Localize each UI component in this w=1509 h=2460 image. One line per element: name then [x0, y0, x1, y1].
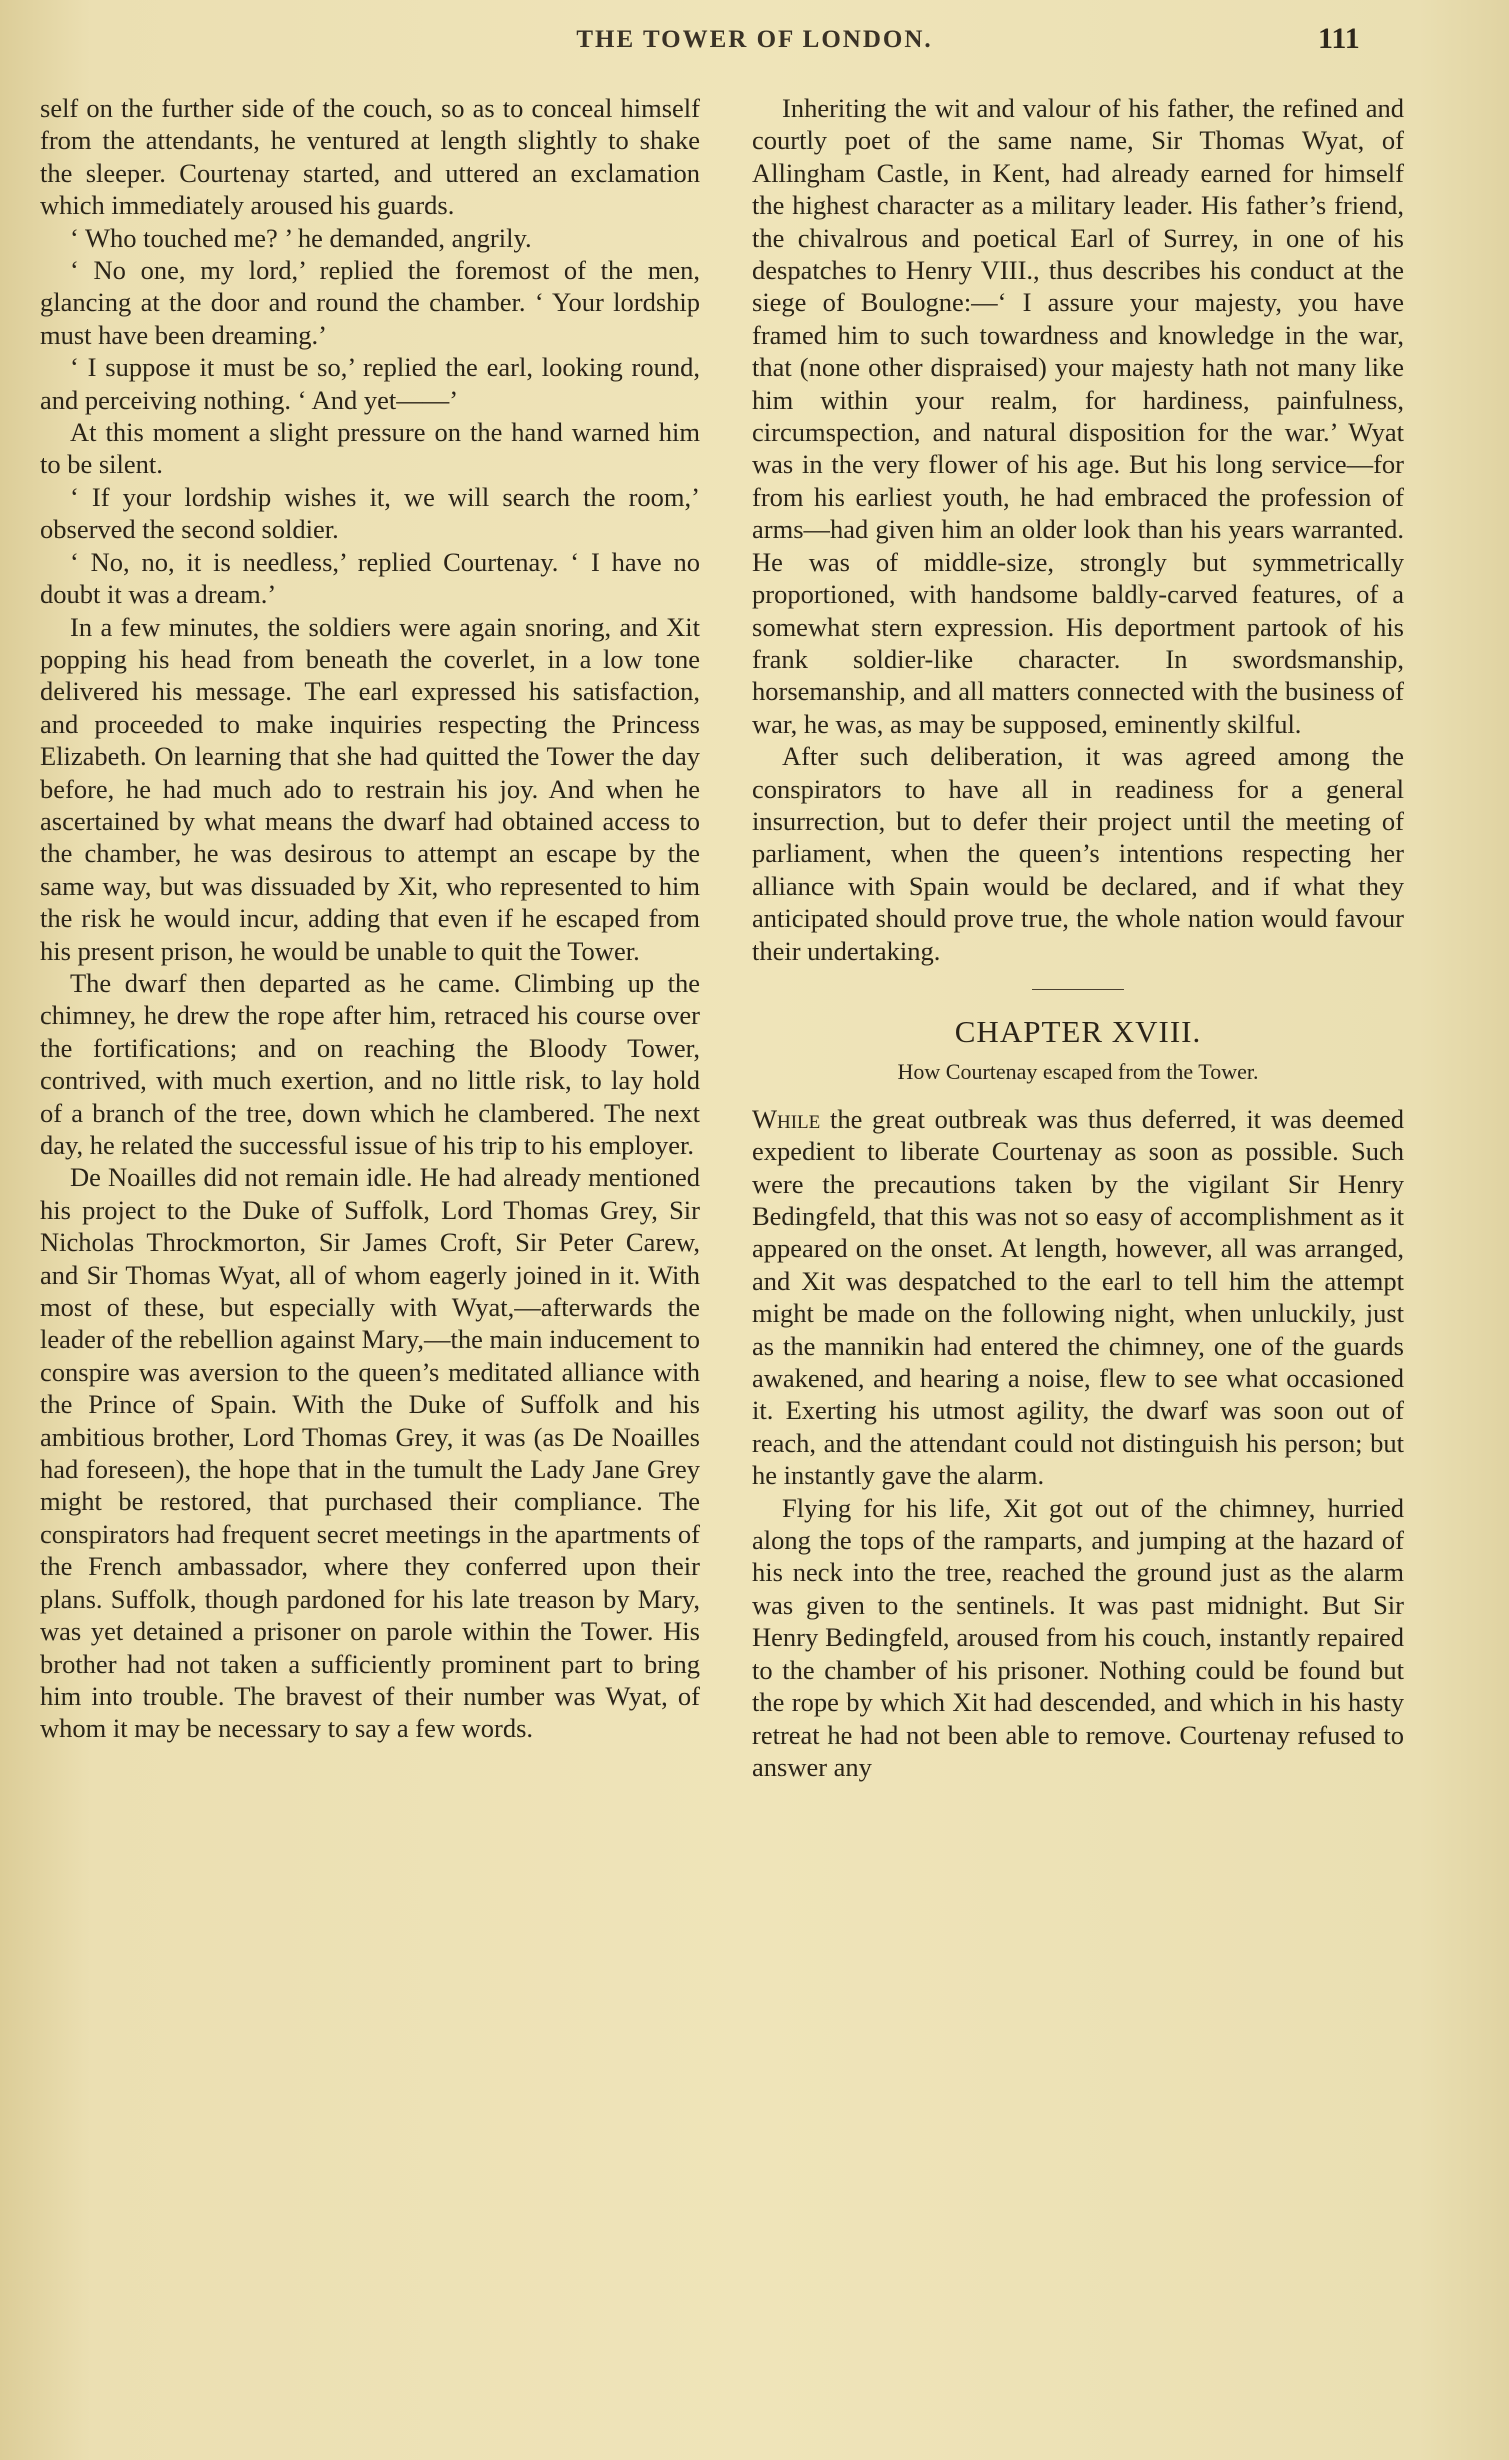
running-title: THE TOWER OF LONDON. — [576, 26, 933, 53]
paragraph: Inheriting the wit and valour of his father, the refined and courtly poet of the same name, Sir Thomas Wyat, of Allingham Castle, in Kent, had already earned for himself the highest character as a military leader. His father’s friend, the chivalrous and poetical Earl of Surrey, in one of his despatches to Henry VIII., thus describes his conduct at the siege of Boulogne:—‘ I assure your majesty, you have framed him to such towardness and knowledge in the war, that (none other dispraised) your majesty hath not many like him within your realm, for hardiness, painfulness, circumspection, and natural disposition for the war.’ Wyat was in the very flower of his age. But his long service—for from his earliest youth, he had embraced the profession of arms—had given him an older look than his years warranted. He was of middle-size, strongly but symmetrically proportioned, with handsome baldly-carved features, of a somewhat stern expression. His deportment partook of his frank soldier-like character. In swordsmanship, horsemanship, and all matters connected with the business of war, he was, as may be supposed, eminently skilful. — [752, 93, 1404, 739]
paragraph: The dwarf then departed as he came. Climbing up the chimney, he drew the rope after him, retraced his course over the fortifications; and on reaching the Bloody Tower, contrived, with much exertion, and no little risk, to lay hold of a branch of the tree, down which he clambered. The next day, he related the successful issue of his trip to his employer. — [40, 967, 700, 1160]
paragraph: ‘ No, no, it is needless,’ replied Courtenay. ‘ I have no doubt it was a dream.’ — [40, 546, 700, 610]
paragraph: ‘ Who touched me? ’ he demanded, angrily. — [70, 222, 532, 253]
chapter-first-word: While — [752, 1103, 821, 1134]
section-divider — [1032, 989, 1124, 990]
paragraph: Flying for his life, Xit got out of the chimney, hurried along the tops of the ramparts, and jumping at the hazard of his neck into the tree, reached the ground just as the alarm was given to the sentinels. It was past midnight. But Sir Henry Bedingfeld, aroused from his couch, instantly repaired to the chamber of his prisoner. Nothing could be found but the rope by which Xit had descended, and which in his hasty retreat he had not been able to remove. Courtenay refused to answer any — [752, 1492, 1404, 1782]
paragraph: ‘ No one, my lord,’ replied the foremost of the men, glancing at the door and round the chamber. ‘ Your lordship must have been dreaming.’ — [40, 255, 700, 350]
right-column — [752, 92, 1404, 2432]
chapter-first-paragraph-text: the great outbreak was thus deferred, it was deemed expedient to liberate Courtenay as soon as possible. Such were the precautions taken by the vigilant Sir Henry Bedingfeld, that this was not so easy of accomplishment as it appeared on the onset. At length, however, all was arranged, and Xit was despatched to the earl to tell him the attempt might be made on the following night, when unluckily, just as the mannikin had entered the chimney, one of the guards awakened, and hearing a noise, flew to see what occasioned it. Exerting his utmost agility, the dwarf was soon out of reach, and the attendant could not distinguish his person; but he instantly gave the alarm. — [752, 1103, 1404, 1491]
page-number: 111 — [1318, 22, 1360, 55]
chapter-first-paragraph — [752, 1103, 1404, 1492]
paragraph: ‘ If your lordship wishes it, we will search the room,’ observed the second soldier. — [40, 481, 700, 545]
paragraph: De Noailles did not remain idle. He had already mentioned his project to the Duke of Suffolk, Lord Thomas Grey, Sir Nicholas Throckmorton, Sir James Croft, Sir Peter Carew, and Sir Thomas Wyat, all of whom eagerly joined in it. With most of these, but especially with Wyat,—afterwards the leader of the rebellion against Mary,—the main inducement to conspire was aversion to the queen’s meditated alliance with the Prince of Spain. With the Duke of Suffolk and his ambitious brother, Lord Thomas Grey, it was (as De Noailles had foreseen), the hope that in the tumult the Lady Jane Grey might be restored, that purchased their compliance. The conspirators had frequent secret meetings in the apartments of the French ambassador, where they conferred upon their plans. Suffolk, though pardoned for his late treason by Mary, was yet detained a prisoner on parole within the Tower. His brother had not taken a sufficiently prominent part to bring him into trouble. The bravest of their number was Wyat, of whom it may be necessary to say a few words. — [40, 1162, 700, 1744]
paragraph: self on the further side of the couch, so as to conceal himself from the attendants, he ventured at length slightly to shake the sleeper. Courtenay started, and uttered an exclamation which immediately aroused his guards. — [40, 93, 700, 221]
left-column — [40, 92, 700, 2432]
chapter-title: CHAPTER XVIII. — [954, 1013, 1202, 1049]
paragraph: In a few minutes, the soldiers were again snoring, and Xit popping his head from beneath the coverlet, in a low tone delivered his message. The earl expressed his satisfaction, and proceeded to make inquiries respecting the Princess Elizabeth. On learning that she had quitted the Tower the day before, he had much ado to restrain his joy. And when he ascertained by what means the dwarf had obtained access to the chamber, he was desirous to attempt an escape by the same way, but was dissuaded by Xit, who represented to him the risk he would incur, adding that even if he escaped from his present prison, he would be unable to quit the Tower. — [40, 611, 700, 966]
chapter-subtitle: How Courtenay escaped from the Tower. — [897, 1059, 1259, 1085]
paragraph: ‘ I suppose it must be so,’ replied the earl, looking round, and perceiving nothing. ‘ And yet——’ — [40, 352, 700, 415]
paragraph: After such deliberation, it was agreed among the conspirators to have all in readiness for a general insurrection, but to defer their project until the meeting of parliament, when the queen’s intentions respecting her alliance with Spain would be declared, and if what they anticipated should prove true, the whole nation would favour their undertaking. — [752, 741, 1404, 966]
paragraph: At this moment a slight pressure on the hand warned him to be silent. — [40, 417, 700, 480]
